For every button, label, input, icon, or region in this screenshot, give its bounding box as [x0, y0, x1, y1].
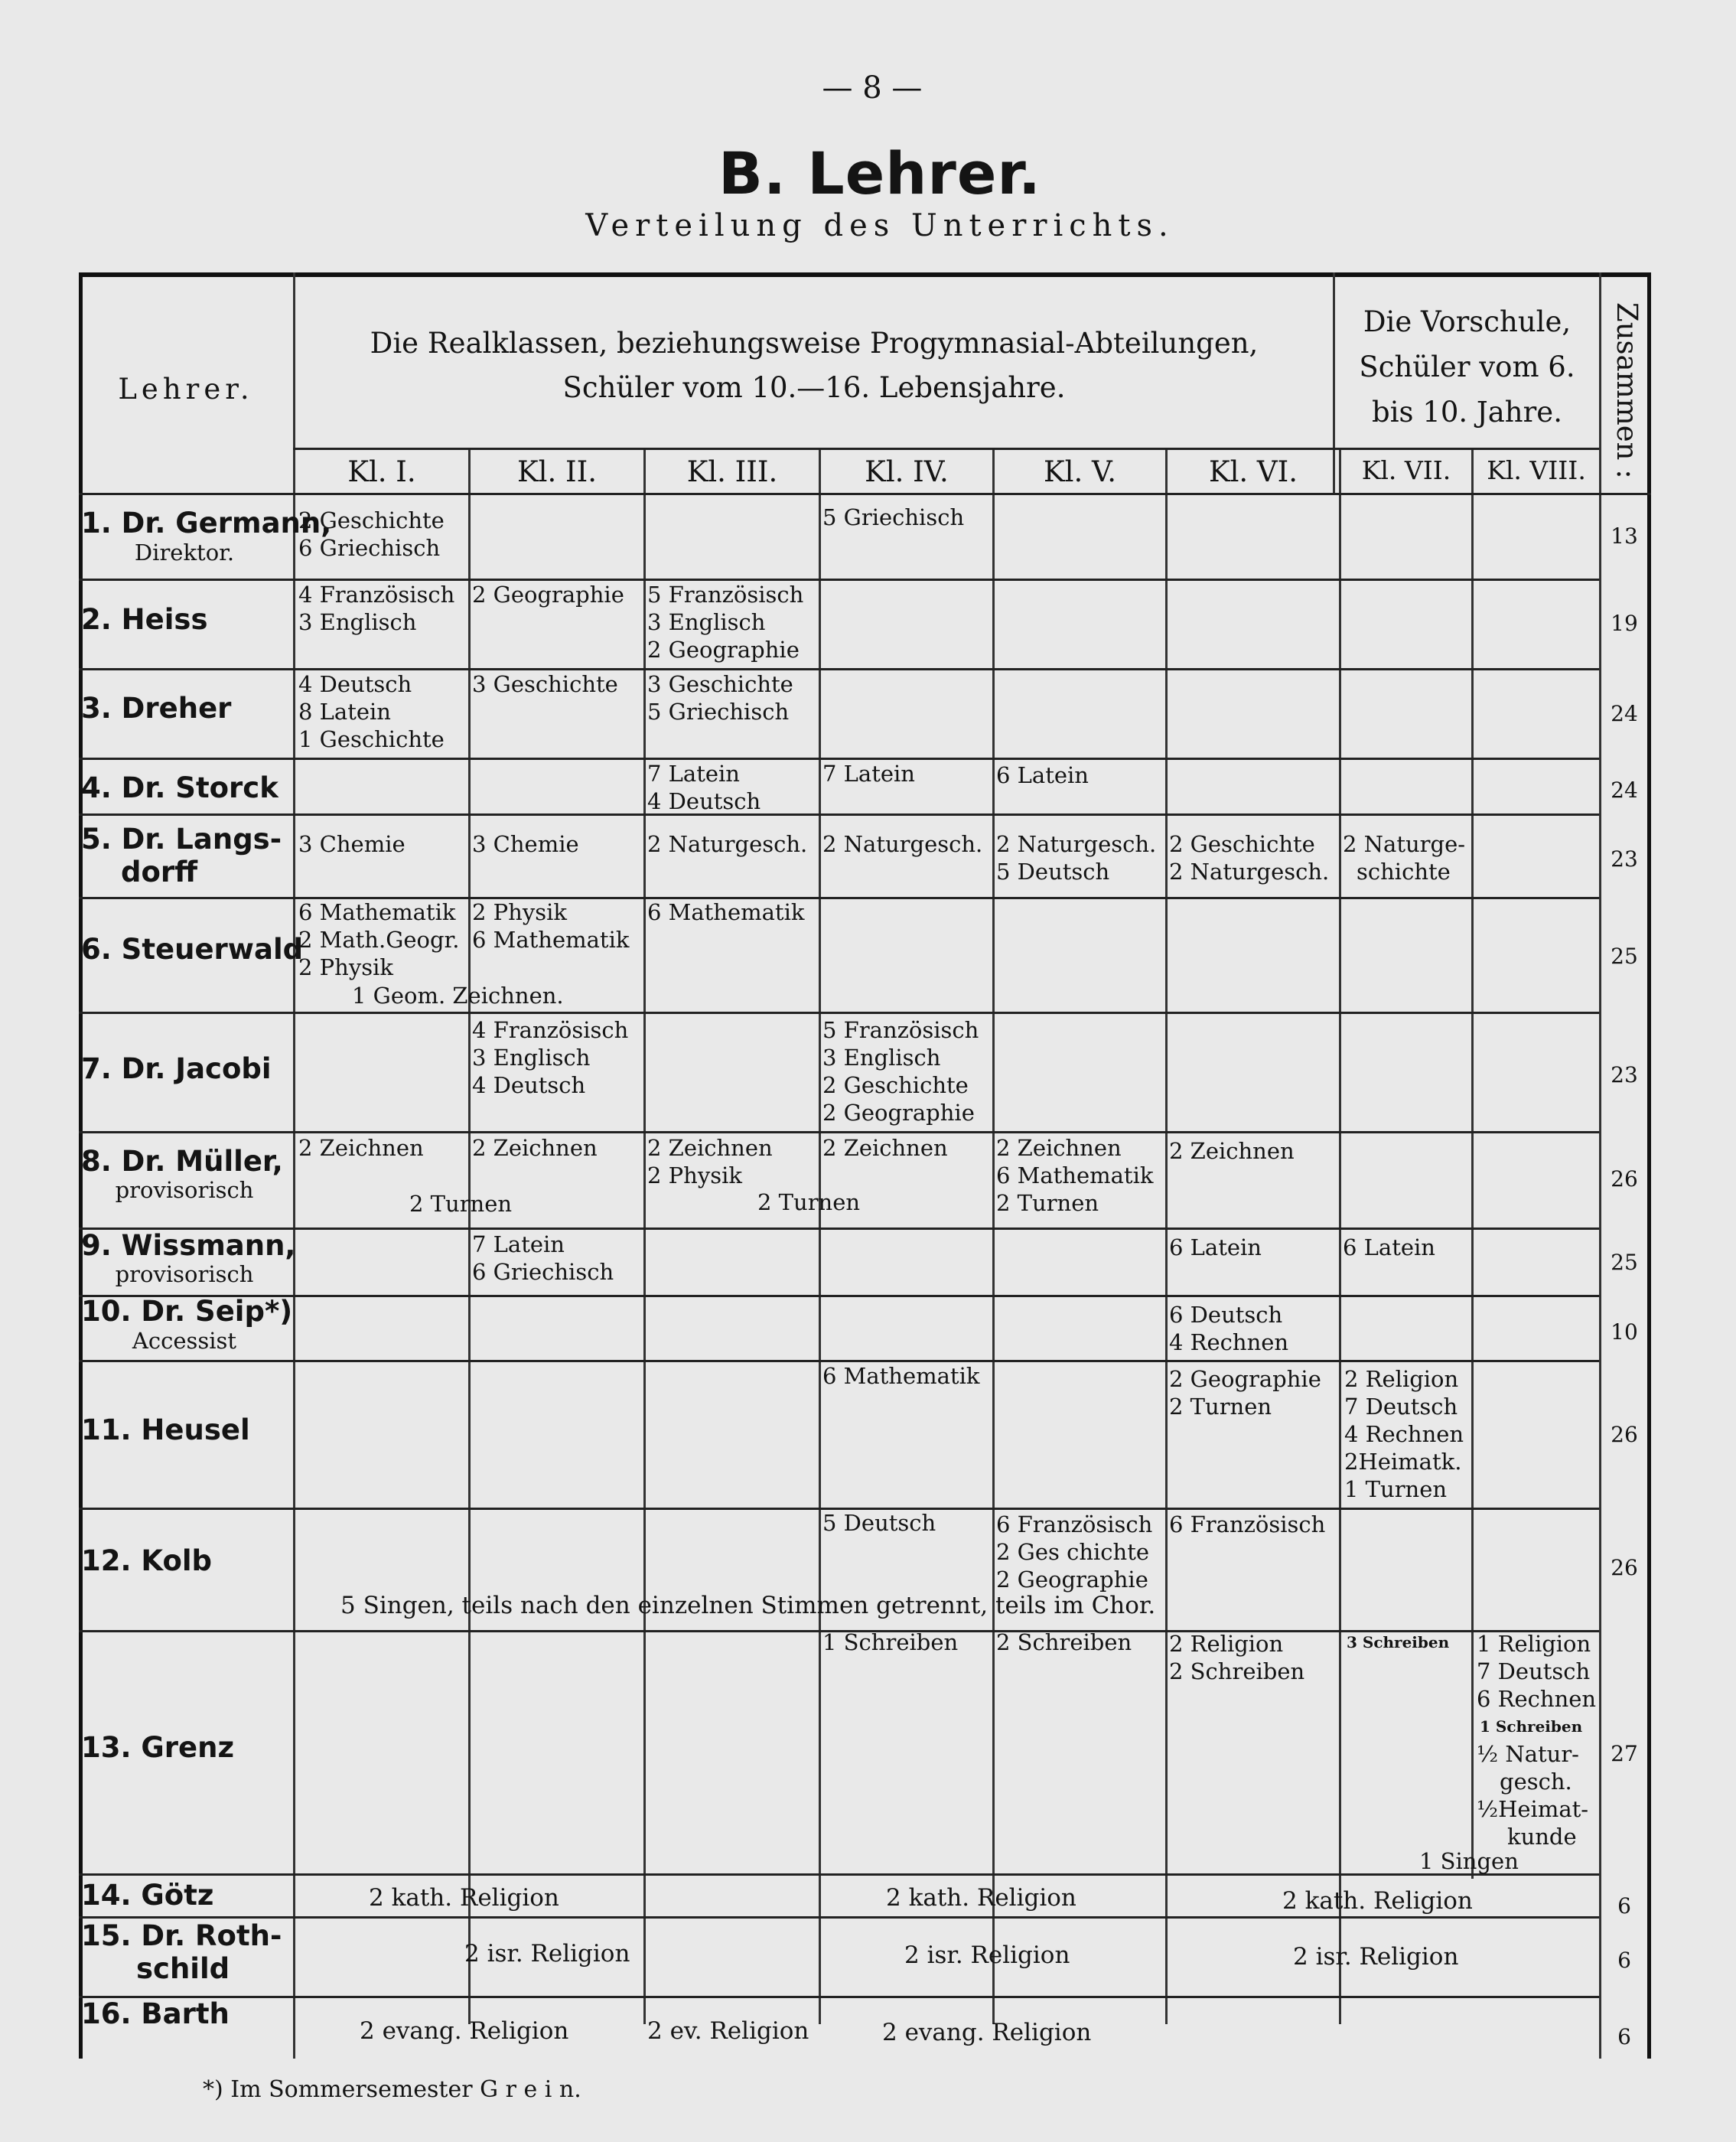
span-singen: 1 Singen — [1419, 1848, 1519, 1874]
cell-k7: 2 Naturge- schichte — [1343, 831, 1466, 885]
cell-k1: 6 Mathematik 2 Math.Geogr. 2 Physik — [298, 899, 460, 980]
cell-k6: 2 Religion 2 Schreiben — [1169, 1631, 1305, 1684]
teacher-name: 16. Barth — [81, 1997, 230, 2030]
row-divider — [79, 1916, 1599, 1919]
header-total: Zusammen : — [1611, 302, 1643, 479]
row-divider — [293, 448, 1599, 450]
cell-k4: 2 Naturgesch. — [822, 831, 983, 857]
span-c: 2 kath. Religion — [1282, 1887, 1473, 1915]
header-class: Kl. III. — [686, 455, 778, 488]
row-total: 23 — [1611, 1062, 1638, 1087]
teacher-role: Accessist — [132, 1328, 237, 1354]
cell-k1: 4 Deutsch 8 Latein 1 Geschichte — [298, 671, 445, 752]
section-title: B. Lehrer. — [718, 139, 1041, 207]
row-divider — [79, 813, 1599, 816]
row-divider — [79, 1012, 1599, 1014]
cell-k4: 7 Latein — [822, 761, 915, 787]
span-b: 2 kath. Religion — [886, 1884, 1076, 1912]
row-divider — [79, 1227, 1599, 1230]
teacher-name: 1. Dr. Germann, — [81, 507, 332, 540]
row-divider — [79, 1131, 1599, 1133]
header-class: Kl. II. — [517, 455, 597, 488]
span-b: 2 ev. Religion — [647, 2017, 809, 2045]
cell-k8: 1 Religion 7 Deutsch 6 Rechnen 1 Schreiben ½ Natur- gesch. ½Heimat- kunde — [1477, 1631, 1597, 1850]
row-total: 19 — [1611, 611, 1638, 636]
footnote: *) Im Sommersemester G r e i n. — [203, 2076, 581, 2103]
cell-k3: 5 Französisch 3 Englisch 2 Geographie — [647, 582, 804, 663]
cell-k5: 6 Französisch 2 Ges chichte 2 Geographie — [996, 1511, 1153, 1593]
cell-k3: 2 Zeichnen 2 Physik — [647, 1135, 773, 1188]
row-total: 26 — [1611, 1166, 1638, 1192]
cell-k6: 6 Deutsch 4 Rechnen — [1169, 1302, 1289, 1355]
cell-k2: 7 Latein 6 Griechisch — [472, 1231, 614, 1285]
row-total: 26 — [1611, 1422, 1638, 1447]
cell-k1: 3 Chemie — [298, 831, 406, 857]
teacher-name: 9. Wissmann, — [81, 1229, 296, 1262]
span-a: 2 kath. Religion — [369, 1884, 559, 1912]
cell-k6: 2 Geschichte 2 Naturgesch. — [1169, 831, 1330, 885]
cell-k4: 2 Zeichnen — [822, 1135, 948, 1161]
cell-k2: 3 Geschichte — [472, 671, 618, 697]
row-total: 24 — [1611, 701, 1638, 726]
span-a: 2 isr. Religion — [464, 1940, 630, 1968]
row-total: 25 — [1611, 1250, 1638, 1275]
cell-k4: 1 Schreiben — [822, 1629, 959, 1655]
row-total: 6 — [1617, 2024, 1631, 2049]
row-divider — [79, 493, 1651, 495]
cell-k4: 5 Griechisch — [822, 504, 965, 530]
col-divider — [819, 448, 821, 2024]
teacher-name: 11. Heusel — [81, 1413, 250, 1446]
teacher-name: 8. Dr. Müller, — [81, 1145, 283, 1178]
header-class: Kl. IV. — [865, 455, 949, 488]
col-divider — [468, 448, 471, 2024]
cell-k3: 2 Naturgesch. — [647, 831, 808, 857]
teacher-name: 14. Götz — [81, 1879, 214, 1912]
cell-k1: 2 Zeichnen — [298, 1135, 424, 1161]
teacher-name: 6. Steuerwald — [81, 933, 304, 966]
cell-k6: 2 Geographie 2 Turnen — [1169, 1366, 1321, 1420]
row-total: 13 — [1611, 523, 1638, 549]
row-total: 25 — [1611, 944, 1638, 969]
header-class: Kl. I. — [347, 455, 416, 488]
span-singen: 5 Singen, teils nach den einzelnen Stimmen getrennt, teils im Chor. — [340, 1592, 1156, 1619]
header-class: Kl. V. — [1043, 455, 1116, 488]
teacher-name: 10. Dr. Seip*) — [81, 1295, 293, 1328]
cell-k6: 2 Zeichnen — [1169, 1138, 1295, 1164]
cell-k4: 5 Deutsch — [822, 1510, 936, 1536]
header-class: Kl. VII. — [1361, 455, 1451, 485]
teacher-name: 15. Dr. Roth- schild — [81, 1919, 282, 1985]
teacher-name: 3. Dreher — [81, 692, 232, 725]
row-divider — [79, 1295, 1599, 1297]
teacher-role: Direktor. — [134, 540, 235, 566]
span-geom-zeichnen: 1 Geom. Zeichnen. — [352, 983, 564, 1009]
col-divider — [992, 448, 995, 2024]
header-teacher: Lehrer. — [118, 373, 254, 406]
teacher-name: 2. Heiss — [81, 603, 208, 636]
teacher-name: 5. Dr. Langs- dorff — [81, 823, 282, 888]
span-c: 2 evang. Religion — [882, 2019, 1092, 2046]
cell-k1: 4 Französisch 3 Englisch — [298, 582, 455, 635]
cell-k7: 6 Latein — [1343, 1234, 1435, 1260]
cell-k2: 3 Chemie — [472, 831, 579, 857]
span-a: 2 evang. Religion — [360, 2017, 569, 2045]
row-divider — [79, 1996, 1599, 1998]
teacher-role: provisorisch — [115, 1261, 254, 1287]
row-divider — [79, 1873, 1599, 1876]
header-real-line1: Die Realklassen, beziehungsweise Progymnasial-Abteilungen, — [370, 327, 1259, 360]
row-total: 10 — [1611, 1319, 1638, 1345]
page-number: — 8 — — [822, 70, 923, 106]
row-total: 26 — [1611, 1555, 1638, 1580]
subtitle: Verteilung des Unterrichts. — [585, 208, 1174, 243]
cell-k4: 6 Mathematik — [822, 1363, 980, 1389]
cell-k2: 4 Französisch 3 Englisch 4 Deutsch — [472, 1017, 629, 1098]
cell-k7: 3 Schreiben — [1347, 1633, 1450, 1651]
row-total: 23 — [1611, 846, 1638, 872]
col-divider — [1339, 448, 1341, 2024]
cell-k2: 2 Zeichnen — [472, 1135, 598, 1161]
header-vor-line3: bis 10. Jahre. — [1372, 396, 1562, 429]
span-turnen-b: 2 Turnen — [757, 1189, 861, 1215]
cell-k6: 6 Latein — [1169, 1234, 1262, 1260]
col-divider — [293, 272, 295, 2059]
header-vor-line2: Schüler vom 6. — [1359, 350, 1575, 383]
span-c: 2 isr. Religion — [1293, 1943, 1459, 1971]
cell-k7: 2 Religion 7 Deutsch 4 Rechnen 2Heimatk. 1 Turnen — [1344, 1366, 1464, 1502]
cell-k3: 7 Latein 4 Deutsch — [647, 761, 761, 814]
cell-k3: 3 Geschichte 5 Griechisch — [647, 671, 793, 725]
teacher-name: 13. Grenz — [81, 1731, 235, 1764]
cell-k4: 5 Französisch 3 Englisch 2 Geschichte 2 Geographie — [822, 1017, 979, 1126]
cell-k3: 6 Mathematik — [647, 899, 805, 925]
teacher-name: 4. Dr. Storck — [81, 771, 278, 804]
header-vor-line1: Die Vorschule, — [1363, 305, 1572, 338]
row-total: 6 — [1617, 1948, 1631, 1973]
row-total: 6 — [1617, 1893, 1631, 1919]
teacher-name: 7. Dr. Jacobi — [81, 1052, 272, 1085]
header-class: Kl. VIII. — [1487, 455, 1586, 485]
row-total: 27 — [1611, 1741, 1638, 1766]
cell-k5: 6 Latein — [996, 762, 1089, 788]
teacher-name: 12. Kolb — [81, 1544, 213, 1577]
cell-k2: 2 Geographie — [472, 582, 624, 608]
row-total: 24 — [1611, 778, 1638, 803]
cell-k5: 2 Naturgesch. 5 Deutsch — [996, 831, 1157, 885]
span-turnen-a: 2 Turnen — [409, 1191, 513, 1217]
cell-k5: 2 Zeichnen 6 Mathematik 2 Turnen — [996, 1135, 1154, 1216]
header-real-line2: Schüler vom 10.—16. Lebensjahre. — [562, 371, 1066, 404]
header-class: Kl. VI. — [1208, 455, 1298, 488]
col-divider — [1471, 448, 1474, 1879]
teacher-role: provisorisch — [115, 1177, 254, 1203]
col-divider — [1165, 448, 1168, 2024]
cell-k6: 6 Französisch — [1169, 1511, 1326, 1537]
cell-k1: 2 Geschichte 6 Griechisch — [298, 507, 445, 561]
cell-k5: 2 Schreiben — [996, 1629, 1132, 1655]
span-b: 2 isr. Religion — [904, 1941, 1070, 1969]
col-divider — [643, 448, 646, 2024]
cell-k2: 2 Physik 6 Mathematik — [472, 899, 630, 953]
